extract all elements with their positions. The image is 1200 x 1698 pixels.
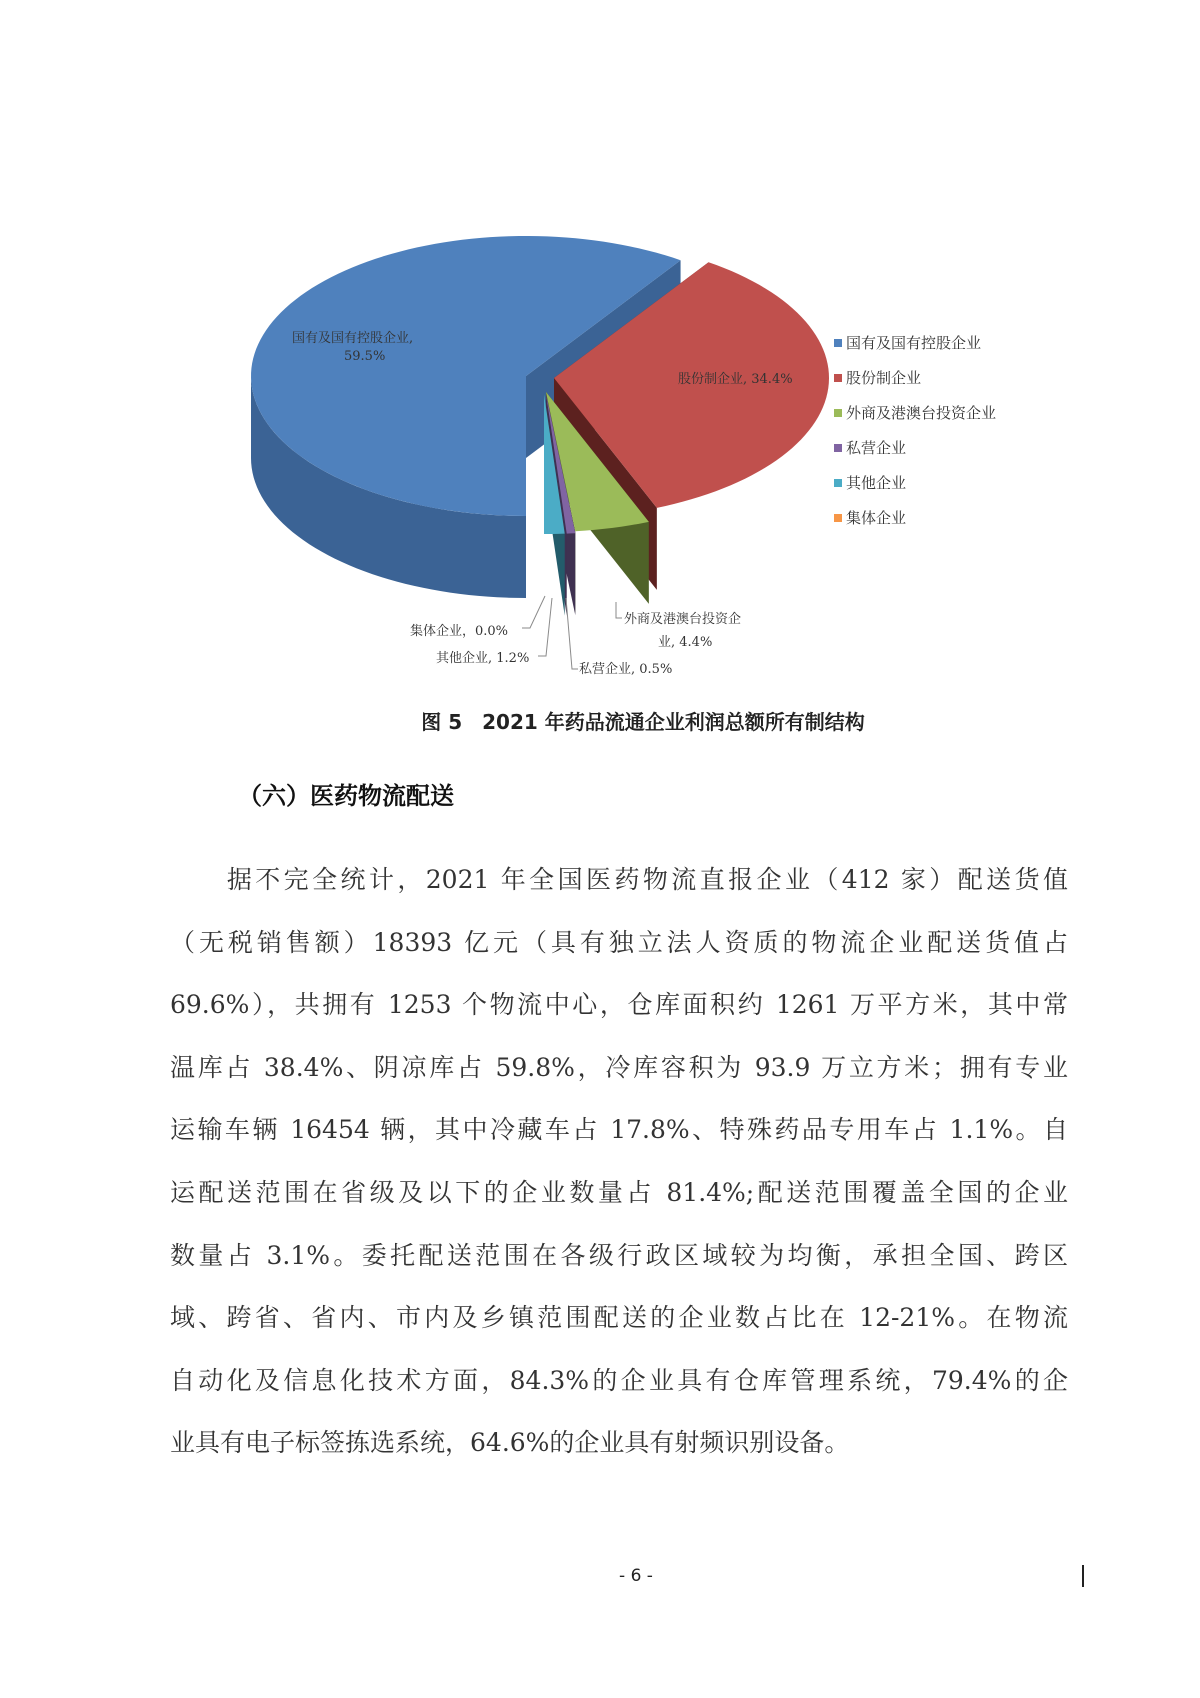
legend-label: 股份制企业: [846, 369, 922, 387]
legend-label: 国有及国有控股企业: [846, 334, 982, 352]
data-label-other: 其他企业, 1.2%: [436, 651, 530, 666]
paragraph-line: 域、跨省、省内、市内及乡镇范围配送的企业数占比在 12-21%。在物流: [170, 1303, 1068, 1333]
legend-swatch: [834, 339, 842, 347]
data-label-state: 国有及国有控股企业,: [292, 331, 414, 346]
data-label-collective: 集体企业，0.0%: [410, 624, 509, 639]
legend-item: [834, 332, 981, 353]
paragraph-line: 温库占 38.4%、阴凉库占 59.8%，冷库容积为 93.9 万立方米；拥有专业: [170, 1052, 1068, 1082]
leader-line-2: [566, 598, 578, 669]
paragraph-line: 运配送范围在省级及以下的企业数量占 81.4%;配送范围覆盖全国的企业: [170, 1178, 1068, 1207]
legend-label: 私营企业: [846, 439, 907, 457]
legend-item: [834, 437, 906, 458]
paragraph-line: 数量占 3.1%。委托配送范围在各级行政区域较为均衡，承担全国、跨区: [170, 1240, 1068, 1270]
legend-item: [834, 367, 921, 388]
paragraph-line: （无税销售额）18393 亿元（具有独立法人资质的物流企业配送货值占: [170, 927, 1068, 957]
legend-item: [834, 402, 996, 423]
paragraph-line: 业具有电子标签拣选系统，64.6%的企业具有射频识别设备。: [170, 1428, 850, 1458]
legend-label: 其他企业: [846, 474, 907, 492]
paragraph-line: 据不完全统计，2021 年全国医药物流直报企业（412 家）配送货值: [170, 865, 1068, 894]
data-label-private: 私营企业, 0.5%: [579, 662, 673, 677]
legend-item: [834, 507, 906, 528]
legend-swatch: [834, 514, 842, 522]
text-cursor-bar: [1082, 1565, 1084, 1587]
legend-swatch: [834, 444, 842, 452]
data-label-foreign: 外商及港澳台投资企: [624, 612, 742, 627]
paragraph-line: 69.6%），共拥有 1253 个物流中心，仓库面积约 1261 万平方米，其中常: [170, 990, 1068, 1020]
data-label-foreign-value: 业, 4.4%: [658, 635, 713, 650]
legend-item: [834, 472, 906, 493]
leader-line-0: [522, 596, 545, 628]
legend-swatch: [834, 409, 842, 417]
pie-svg: [0, 0, 1200, 700]
legend-swatch: [834, 479, 842, 487]
legend-label: 集体企业: [846, 509, 907, 527]
legend-swatch: [834, 374, 842, 382]
paragraph-line: 自动化及信息化技术方面，84.3%的企业具有仓库管理系统，79.4%的企: [170, 1365, 1068, 1395]
data-label-state-value: 59.5%: [344, 349, 386, 364]
data-label-joint: 股份制企业, 34.4%: [678, 372, 793, 387]
pie-chart: [0, 0, 1200, 700]
paragraph-line: 运输车辆 16454 辆，其中冷藏车占 17.8%、特殊药品专用车占 1.1%。自: [170, 1115, 1068, 1145]
leader-line-3: [616, 602, 622, 618]
section-heading: （六）医药物流配送: [238, 781, 454, 810]
figure-caption: 图 5 2021 年药品流通企业利润总额所有制结构: [421, 710, 865, 734]
page-number: - 6 -: [619, 1566, 653, 1586]
legend-label: 外商及港澳台投资企业: [846, 404, 997, 422]
